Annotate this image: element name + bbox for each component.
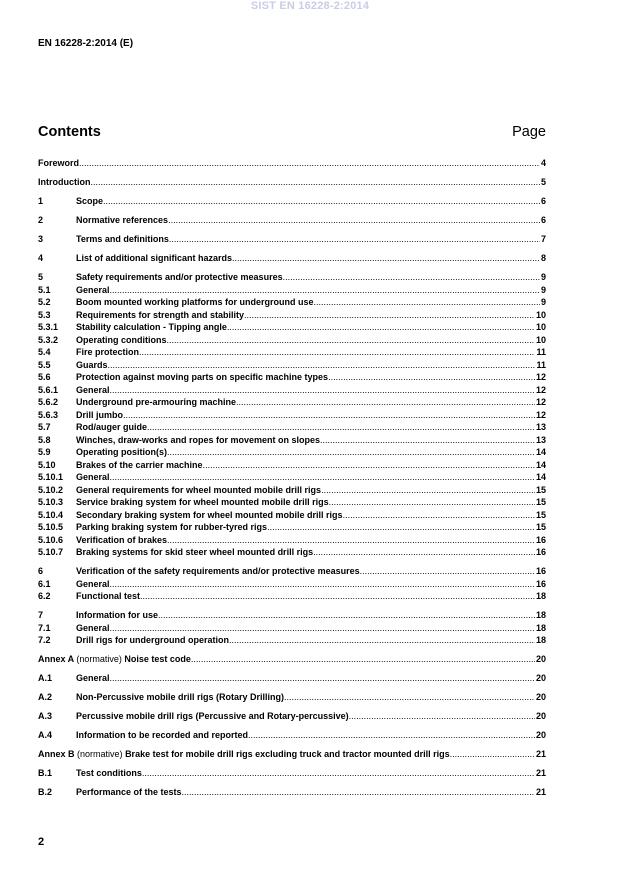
toc-entry-title: Normative references [76,215,169,225]
toc-entry[interactable] [38,534,546,547]
toc-leader-dots [244,309,535,322]
toc-entry[interactable] [38,653,546,666]
toc-entry-title: Test conditions [76,768,142,778]
toc-entry-page: 11 [536,359,546,370]
toc-entry-title: General [76,622,110,633]
toc-entry-number: 5.10.4 [38,509,64,520]
toc-entry-title: Rod/auger guide [76,422,148,432]
toc-entry[interactable] [38,252,546,265]
toc-entry-page: 11 [536,347,546,357]
toc-entry[interactable] [38,459,546,472]
toc-entry-title: General [76,472,110,482]
toc-entry-page: 12 [535,397,546,407]
toc-entry-title: Parking braking system for rubber-tyred rigs [76,522,268,532]
toc-leader-dots [158,609,535,622]
toc-entry-page: 10 [535,309,546,320]
toc-leader-dots [110,578,535,591]
toc-entry[interactable] [38,157,546,170]
toc-entry[interactable] [38,484,546,497]
toc-entry-title: Boom mounted working platforms for underground use [76,297,314,307]
toc-entry-page: 9 [540,297,546,307]
toc-entry-number: 5.10.7 [38,547,64,557]
toc-entry-title: Safety requirements and/or protective measures [76,272,283,282]
toc-entry-number: 5.9 [38,447,51,457]
toc-leader-dots [450,748,535,761]
toc-entry-title: General requirements for wheel mounted mobile drill rigs [76,484,322,495]
toc-entry-title: Foreword [38,158,80,168]
toc-leader-dots [168,214,540,227]
toc-leader-dots [283,271,540,284]
toc-entry[interactable] [38,214,546,227]
toc-entry[interactable] [38,371,546,384]
toc-leader-dots [91,176,540,189]
toc-leader-dots [103,195,540,208]
toc-entry-number: 5.2 [38,297,51,307]
toc-leader-dots [236,396,535,409]
toc-entry[interactable] [38,309,546,322]
toc-entry[interactable] [38,396,546,409]
toc-entry-title: General [76,284,110,295]
toc-entry-number: 5.10.2 [38,484,64,495]
toc-entry-number: 5.1 [38,284,51,295]
toc-leader-dots [320,434,535,447]
toc-leader-dots [79,157,540,170]
toc-entry[interactable] [38,546,546,559]
toc-entry-page: 21 [535,749,546,759]
toc-entry-number: 6 [38,566,44,576]
toc-entry-number: 5.10.3 [38,497,64,507]
toc-entry-page: 6 [540,196,546,206]
toc-entry[interactable] [38,786,546,799]
toc-entry-title [38,748,450,761]
toc-entry-page: 16 [535,547,546,557]
toc-entry-page: 21 [535,768,546,778]
toc-entry-page: 14 [535,447,546,457]
toc-entry-number: 5.6.3 [38,409,59,420]
toc-entry-title: Terms and definitions [76,234,169,244]
toc-leader-dots [110,384,535,397]
toc-entry-page: 12 [535,409,546,420]
page-title: Contents [38,124,101,140]
toc-entry[interactable] [38,622,546,635]
toc-entry-number: 2 [38,215,44,225]
toc-entry-title: Operating conditions [76,334,167,345]
toc-entry-page: 20 [535,730,546,740]
toc-entry-title: Information for use [76,610,159,620]
toc-entry[interactable] [38,195,546,208]
toc-entry-number: 5.3.1 [38,322,59,332]
toc-entry-page: 21 [535,787,546,797]
toc-leader-dots [203,459,535,472]
toc-entry[interactable] [38,296,546,309]
toc-entry-page: 18 [535,610,546,620]
toc-entry-page: 13 [535,422,546,432]
toc-entry[interactable] [38,176,546,189]
toc-leader-dots [284,691,535,704]
toc-entry-page: 12 [535,384,546,395]
toc-entry[interactable] [38,691,546,704]
toc-entry-title: Requirements for strength and stability [76,309,245,320]
toc-entry-title: Fire protection [76,347,140,357]
toc-entry-number: 3 [38,234,44,244]
toc-entry-title: Guards [76,359,108,370]
toc-entry-title: Verification of the safety requirements and/or protective measures [76,566,360,576]
toc-entry[interactable] [38,421,546,434]
toc-entry-title: Braking systems for skid steer wheel mounted drill rigs [76,547,314,557]
toc-entry-page: 12 [535,372,546,382]
toc-leader-dots [167,534,535,547]
toc-entry-page: 15 [535,484,546,495]
toc-entry-title: Performance of the tests [76,787,182,797]
toc-leader-dots [343,509,535,522]
toc-entry-title: Percussive mobile drill rigs (Percussive and Rotary-percussive) [76,711,349,721]
toc-leader-dots [110,284,540,297]
toc-leader-dots [267,521,535,534]
annex-label: Annex A [38,654,74,664]
page-column-label: Page [512,124,546,140]
toc-entry[interactable] [38,271,546,284]
toc-entry[interactable] [38,471,546,484]
toc-entry[interactable] [38,634,546,647]
toc-entry-title: Drill rigs for underground operation [76,635,229,645]
toc-leader-dots [321,484,535,497]
toc-entry-number: 4 [38,253,44,263]
toc-entry[interactable] [38,409,546,422]
toc-leader-dots [229,634,535,647]
toc-entry-page: 15 [535,522,546,532]
toc-entry-title: General [76,673,110,683]
toc-entry-title: Functional test [76,591,141,601]
toc-leader-dots [349,710,535,723]
toc-entry-page: 18 [535,622,546,633]
toc-entry-title: Winches, draw-works and ropes for movement on slopes [76,434,320,445]
toc-entry[interactable] [38,434,546,447]
toc-entry[interactable] [38,496,546,509]
toc-entry[interactable] [38,359,546,372]
toc-entry-number: B.1 [38,768,53,778]
toc-entry-title: Scope [76,196,104,206]
toc-entry[interactable] [38,729,546,742]
toc-entry-page: 10 [535,322,546,332]
toc-entry[interactable] [38,565,546,578]
toc-entry-number: B.2 [38,787,53,797]
toc-entry-title: General [76,384,110,395]
toc-entry-page: 15 [535,509,546,520]
toc-entry[interactable] [38,578,546,591]
toc-entry-title: Underground pre-armouring machine [76,397,237,407]
toc-leader-dots [110,471,535,484]
toc-entry-title: Drill jumbo [76,409,123,420]
toc-entry-number: 7 [38,610,44,620]
toc-entry-title: Introduction [38,177,91,187]
toc-entry-number: 5.10.5 [38,522,64,532]
toc-entry-number: 5.6.1 [38,384,59,395]
toc-entry-page: 7 [540,234,546,244]
toc-entry[interactable] [38,748,546,761]
toc-leader-dots [329,496,535,509]
toc-entry-page: 16 [535,566,546,576]
toc-entry-number: 5.7 [38,422,51,432]
annex-label: Annex B [38,749,75,759]
toc-entry-page: 20 [535,673,546,683]
toc-entry-page: 20 [535,711,546,721]
toc-leader-dots [232,252,540,265]
annex-subtitle: Noise test code [124,654,191,664]
toc-entry-title [38,653,191,666]
toc-leader-dots [110,672,535,685]
toc-entry-title: Service braking system for wheel mounted mobile drill rigs [76,497,329,507]
toc-entry[interactable] [38,509,546,522]
toc-leader-dots [108,359,536,372]
toc-entry-number: 6.1 [38,578,51,589]
toc-entry[interactable] [38,233,546,246]
toc-entry-number: 7.1 [38,622,51,633]
toc-entry[interactable] [38,521,546,534]
page-number: 2 [38,836,45,848]
toc-entry-page: 20 [535,654,546,664]
toc-entry-number: 7.2 [38,635,51,645]
toc-entry-page: 6 [540,215,546,225]
toc-entry[interactable] [38,321,546,334]
toc-entry-number: 5.10.6 [38,534,64,545]
toc-entry-number: 5.5 [38,359,51,370]
toc-leader-dots [167,334,535,347]
toc-entry-page: 15 [535,497,546,507]
toc-entry-number: 5.3 [38,309,51,320]
toc-leader-dots [142,767,535,780]
toc-leader-dots [147,421,535,434]
toc-leader-dots [360,565,535,578]
toc-entry-page: 13 [535,434,546,445]
toc-entry-title: Non-Percussive mobile drill rigs (Rotary Drilling) [76,692,285,702]
toc-entry-number: 5 [38,272,44,282]
toc-entry[interactable] [38,672,546,685]
toc-entry[interactable] [38,446,546,459]
toc-leader-dots [314,296,540,309]
toc-entry-page: 8 [540,253,546,263]
toc-entry[interactable] [38,710,546,723]
annex-note: (normative) [76,654,122,664]
toc-leader-dots [191,653,535,666]
toc-entry[interactable] [38,590,546,603]
toc-entry-title: List of additional significant hazards [76,253,233,263]
toc-entry-number: 5.10 [38,459,56,470]
toc-leader-dots [248,729,535,742]
document-id: EN 16228-2:2014 (E) [38,38,134,49]
toc-entry-page: 10 [535,334,546,345]
toc-entry-page: 14 [535,472,546,482]
toc-entry-title: Secondary braking system for wheel mounted mobile drill rigs [76,509,343,520]
toc-entry-title: Information to be recorded and reported [76,730,249,740]
toc-entry-number: A.3 [38,711,53,721]
toc-entry-page: 9 [540,272,546,282]
toc-entry-number: 1 [38,196,44,206]
toc-entry-number: A.1 [38,673,53,683]
toc-entry-title: Operating position(s) [76,447,167,457]
toc-entry-page: 14 [535,459,546,470]
annex-note: (normative) [77,749,123,759]
toc-entry-number: 5.3.2 [38,334,59,345]
toc-entry-title: Protection against moving parts on specific machine types [76,372,329,382]
toc-entry[interactable] [38,334,546,347]
toc-entry[interactable] [38,346,546,359]
toc-entry[interactable] [38,284,546,297]
toc-leader-dots [227,321,535,334]
toc-entry-page: 4 [540,158,546,168]
toc-entry-number: A.2 [38,692,53,702]
annex-subtitle: Brake test for mobile drill rigs excluding truck and tractor mounted drill rigs [125,749,450,759]
toc-entry-title: Verification of brakes [76,534,168,545]
toc-entry-page: 18 [535,591,546,601]
toc-entry-page: 18 [535,635,546,645]
toc-entry-title: Stability calculation - Tipping angle [76,322,227,332]
table-of-contents [38,157,546,799]
toc-entry-title: Brakes of the carrier machine [76,459,203,470]
toc-entry[interactable] [38,767,546,780]
toc-entry-page: 9 [540,284,546,295]
toc-entry-number: 5.6 [38,372,51,382]
toc-entry-number: 5.6.2 [38,397,59,407]
toc-entry-number: 5.4 [38,347,51,357]
toc-entry-number: 5.8 [38,434,51,445]
toc-leader-dots [313,546,535,559]
toc-entry[interactable] [38,609,546,622]
toc-leader-dots [169,233,540,246]
toc-entry-page: 20 [535,692,546,702]
toc-entry-title: General [76,578,110,589]
toc-entry-page: 16 [535,534,546,545]
watermark: SIST EN 16228-2:2014 [250,0,370,12]
toc-leader-dots [167,446,535,459]
toc-entry-page: 16 [535,578,546,589]
toc-entry-number: 5.10.1 [38,472,64,482]
toc-leader-dots [328,371,535,384]
toc-leader-dots [123,409,535,422]
toc-leader-dots [182,786,535,799]
toc-leader-dots [140,590,535,603]
toc-entry[interactable] [38,384,546,397]
toc-entry-number: A.4 [38,730,53,740]
toc-leader-dots [110,622,535,635]
toc-entry-page: 5 [540,177,546,187]
toc-leader-dots [139,346,535,359]
toc-entry-number: 6.2 [38,591,51,601]
